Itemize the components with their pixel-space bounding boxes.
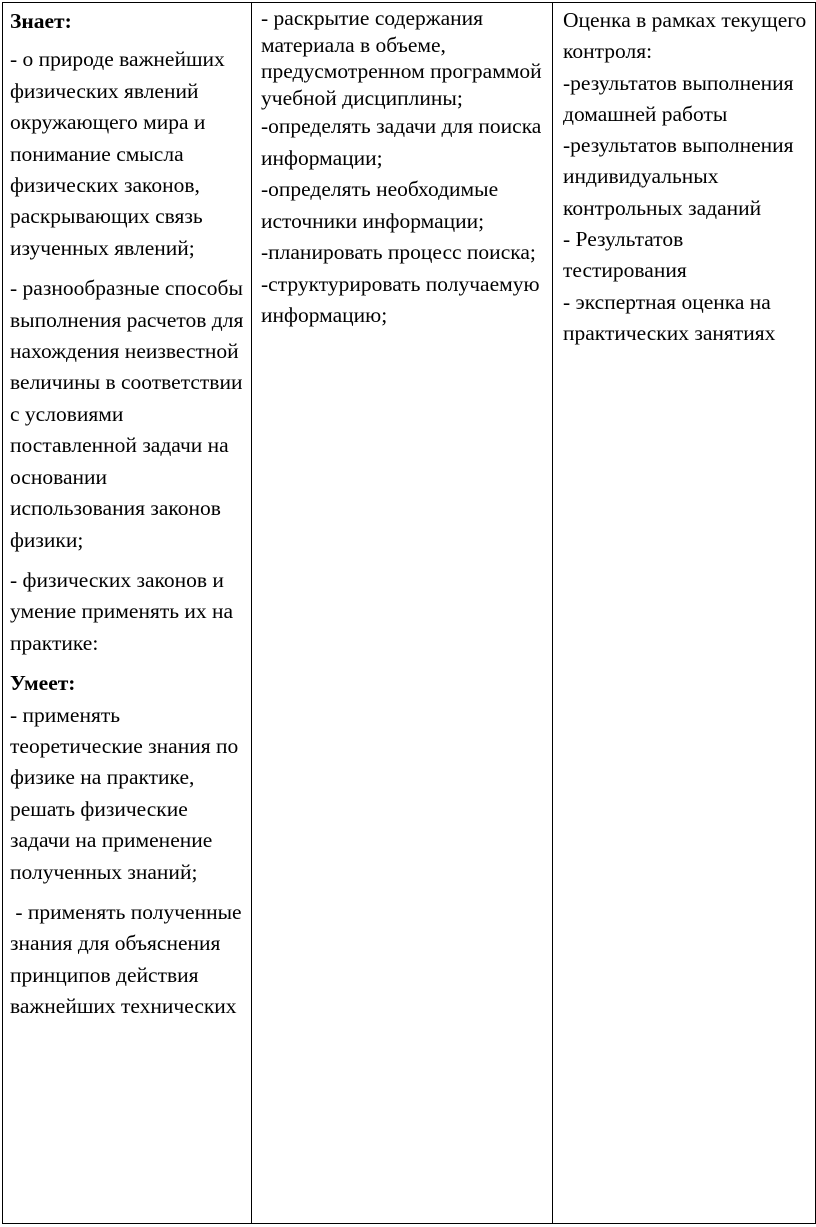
criteria-cell	[252, 3, 553, 1224]
knows-heading: Знает:	[10, 9, 72, 33]
criteria-item: -планировать процесс поиска;	[261, 240, 536, 264]
criteria-item: - раскрытие содержания материала в объеме, предусмотренном программой учебной дисциплины;	[261, 6, 542, 110]
criteria-content	[252, 3, 552, 332]
knows-item: - о природе важнейших физических явлений окружающего мира и понимание смысла физических законов, раскрывающих связь изученных явлений;	[10, 47, 225, 260]
competency-content	[3, 3, 251, 1023]
assessment-table	[2, 2, 816, 1224]
can-item: - применять полученные знания для объяснения принципов действия важнейших технических	[10, 899, 247, 1019]
criteria-item: -определять необходимые источники информации;	[261, 177, 499, 233]
knows-item: - разнообразные способы выполнения расчетов для нахождения неизвестной величины в соответствии с условиями поставленной задачи на основании использования законов физики;	[10, 276, 244, 552]
evaluation-content	[553, 3, 815, 349]
evaluation-item: - экспертная оценка на практических занятиях	[563, 289, 776, 345]
knows-item: - физических законов и умение применять их на практике:	[10, 567, 234, 655]
criteria-item: -определять задачи для поиска информации;	[261, 114, 542, 170]
criteria-item: -структурировать получаемую информацию;	[261, 271, 540, 327]
can-heading: Умеет:	[10, 671, 76, 696]
can-item: - применять теоретические знания по физике на практике, решать физические задачи на применение полученных знаний;	[10, 702, 239, 884]
table-row	[3, 3, 816, 1224]
evaluation-item: - Результатов тестирования	[563, 227, 687, 283]
competency-cell	[3, 3, 252, 1224]
evaluation-cell	[553, 3, 816, 1224]
evaluation-item: Оценка в рамках текущего контроля:	[563, 8, 807, 64]
evaluation-item: -результатов выполнения индивидуальных контрольных заданий	[563, 133, 794, 220]
evaluation-item: -результатов выполнения домашней работы	[563, 70, 794, 126]
